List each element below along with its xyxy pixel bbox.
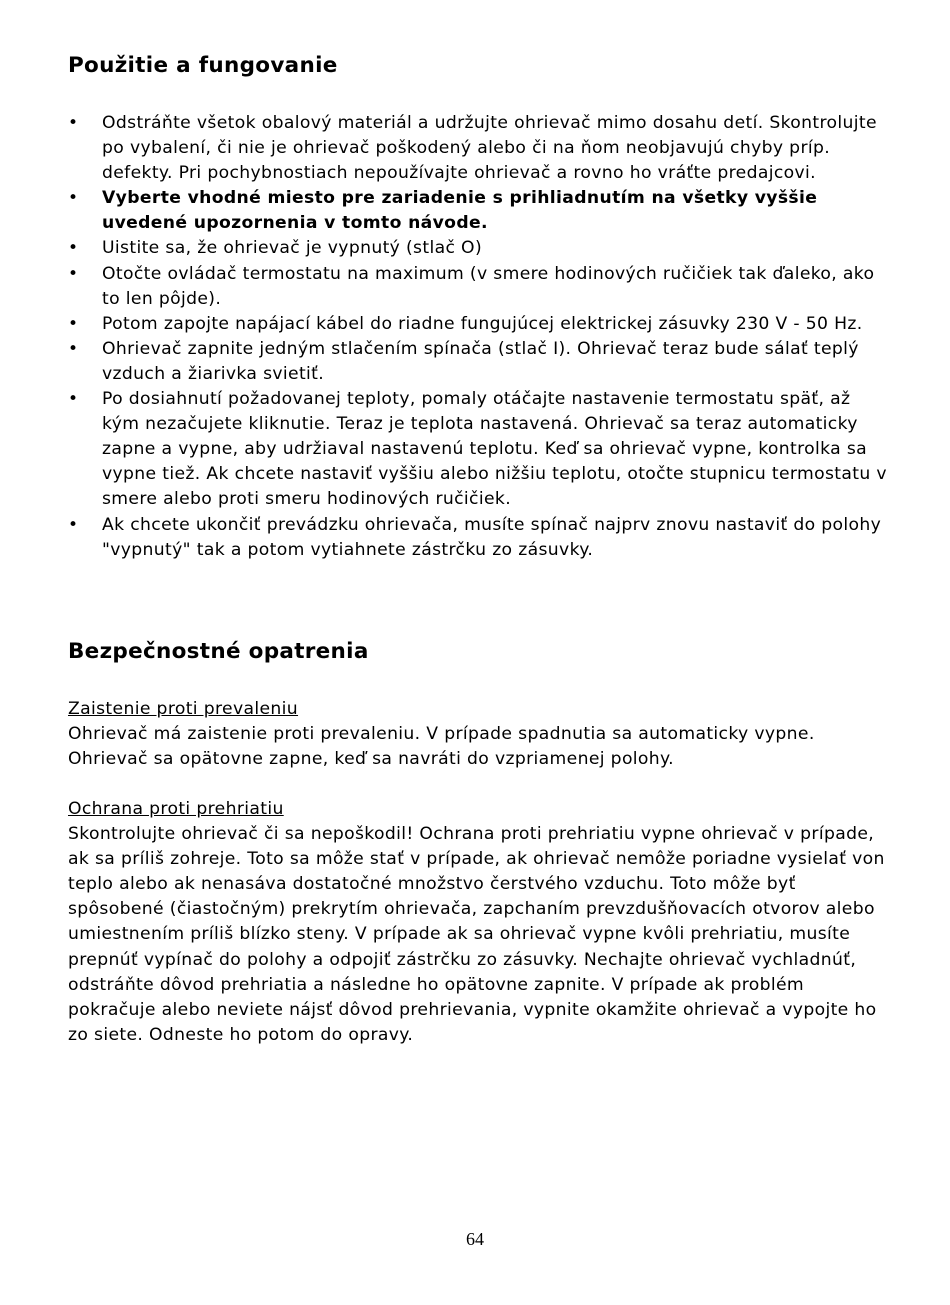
list-item [68, 337, 888, 387]
list-item [68, 262, 888, 312]
list-item-text: Uistite sa, že ohrievač je vypnutý (stlač O) [102, 238, 482, 259]
bullet-icon: • [68, 313, 79, 334]
subheading-tip-over: Zaistenie proti prevaleniu [68, 699, 299, 719]
overheat-paragraph: Skontrolujte ohrievač či sa nepoškodil! Ochrana proti prehriatiu vypne ohrievač v prípade, ak sa príliš zohreje. Toto sa môže stať v prípade, ak ohrievač nemôže poriadne vysielať von teplo alebo ak nenasáva dostatočné množstvo čerstvého vzduchu. Toto môže byť spôsobené (čiastočným) prekrytím ohrievača, zapchaním prevzdušňovacích otvorov alebo umiestnením príliš blízko steny. V prípade ak sa ohrievač vypne kvôli prehriatiu, musíte prepnúť vypínač do polohy a odpojiť zástrčku zo zásuvky. Nechajte ohrievač vychladnúť, odstráňte dôvod prehriatia a následne ho opätovne zapnite. V prípade ak problém pokračuje alebo neviete nájsť dôvod prehrievania, vypnite okamžite ohrievač a vypojte ho zo siete. Odneste ho potom do opravy. [68, 824, 885, 1045]
overheat-protection-section [68, 797, 888, 1048]
list-item-text: Odstráňte všetok obalový materiál a udržujte ohrievač mimo dosahu detí. Skontrolujte po vybalení, či nie je ohrievač poškodený alebo či na ňom neobjavujú chyby príp. defekty. Pri pochybnostiach nepoužívajte ohrievač a rovno ho vráťte predajcovi. [102, 113, 877, 184]
list-item-text: Ohrievač zapnite jedným stlačením spínača (stlač I). Ohrievač teraz bude sálať teplý vzduch a žiarivka svietiť. [102, 338, 859, 384]
list-item-text: Otočte ovládač termostatu na maximum (v smere hodinových ručičiek tak ďaleko, ako to len pôjde). [102, 263, 875, 309]
tip-over-protection-section [68, 697, 888, 772]
list-item [68, 312, 888, 337]
section-title-safety: Bezpečnostné opatrenia [68, 639, 369, 664]
tip-over-paragraph: Ohrievač má zaistenie proti prevaleniu. V prípade spadnutia sa automaticky vypne. Ohrievač sa opätovne zapne, keď sa navráti do vzpriamenej polohy. [68, 724, 815, 770]
subheading-overheat: Ochrana proti prehriatiu [68, 799, 284, 819]
bullet-icon: • [68, 514, 79, 535]
section-title-usage: Použitie a fungovanie [68, 53, 338, 78]
bullet-icon: • [68, 389, 79, 410]
bullet-icon: • [68, 188, 79, 209]
list-item [68, 236, 888, 261]
bullet-icon: • [68, 113, 79, 133]
bullet-icon: • [68, 263, 79, 284]
list-item [68, 387, 888, 512]
bullet-icon: • [68, 338, 79, 359]
list-item [68, 186, 888, 236]
list-item [68, 513, 888, 563]
list-item-text: Potom zapojte napájací kábel do riadne fungujúcej elektrickej zásuvky 230 V - 50 Hz. [102, 313, 863, 334]
usage-bullet-list [68, 111, 888, 563]
list-item [68, 111, 888, 186]
list-item-text: Vyberte vhodné miesto pre zariadenie s prihliadnutím na všetky vyššie uvedené upozornenia v tomto návode. [102, 188, 818, 234]
list-item-text: Ak chcete ukončiť prevádzku ohrievača, musíte spínač najprv znovu nastaviť do polohy "vypnutý" tak a potom vytiahnete zástrčku zo zásuvky. [102, 514, 882, 560]
bullet-icon: • [68, 238, 79, 259]
page-number: 64 [466, 1229, 484, 1249]
list-item-text: Po dosiahnutí požadovanej teploty, pomaly otáčajte nastavenie termostatu späť, až kým nezačujete kliknutie. Teraz je teplota nastavená. Ohrievač sa teraz automaticky zapne a vypne, aby udržiaval nastavenú teplotu. Keď sa ohrievač vypne, kontrolka sa vypne tiež. Ak chcete nastaviť vyššiu alebo nižšiu teplotu, otočte stupnicu termostatu v smere alebo proti smeru hodinových ručičiek. [102, 389, 887, 510]
